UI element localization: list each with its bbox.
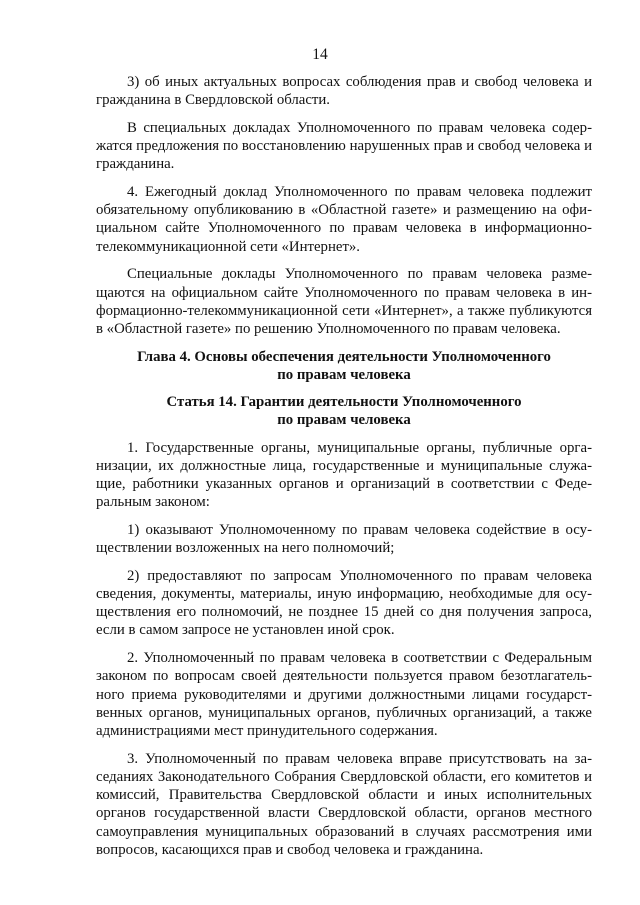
document-body <box>96 73 592 868</box>
article-heading-line-1: Статья 14. Гарантии деятельности Уполномоченного <box>166 393 522 410</box>
paragraph-article-14-part-1: 1. Государственные органы, муниципальные органы, публичные организации, их должностные лица, государственные и муниципальные служащие, работники указанных органов и организаций в соответствии с Федеральным законом: <box>96 439 592 511</box>
chapter-heading <box>96 348 592 384</box>
paragraph-article-14-part-3: 3. Уполномоченный по правам человека вправе присутствовать на заседаниях Законодательного Собрания Свердловской области, его комитетов и комиссий, Правительства Свердловской области и иных исполнительных органов государственной власти Свердловской области, органов местного самоуправления муниципальных образований в случаях рассмотрения ими вопросов, касающихся прав и свобод человека и гражданина. <box>96 750 592 858</box>
paragraph-annual-report-publication: 4. Ежегодный доклад Уполномоченного по правам человека подлежит обязательному опубликованию в «Областной газете» и размещению на официальном сайте Уполномоченного по правам человека в информационно-телекоммуникационной сети «Интернет». <box>96 184 592 255</box>
paragraph-article-14-item-1: 1) оказывают Уполномоченному по правам человека содействие в осуществлении возложенных на него полномочий; <box>96 521 592 557</box>
article-heading-line-2: по правам человека <box>277 411 411 428</box>
paragraph-item-3: 3) об иных актуальных вопросах соблюдения прав и свобод человека и гражданина в Свердловской области. <box>96 74 592 109</box>
paragraph-article-14-part-2: 2. Уполномоченный по правам человека в соответствии с Федеральным законом по вопросам своей деятельности пользуется правом безотлагательного приема руководителями и другими должностными лицами государственных органов, муниципальных органов, публичных организаций, а также администрациями мест принудительного содержания. <box>96 650 592 739</box>
paragraph-special-reports-proposals: В специальных докладах Уполномоченного по правам человека содержатся предложения по восстановлению нарушенных прав и свобод человека и гражданина. <box>96 119 592 173</box>
chapter-heading-line-1: Глава 4. Основы обеспечения деятельности Уполномоченного <box>137 348 551 365</box>
paragraph-article-14-item-2: 2) предоставляют по запросам Уполномоченного по правам человека сведения, документы, материалы, иную информацию, необходимые для осуществления его полномочий, не позднее 15 дней со дня получения запроса, если в самом запросе не установлен иной срок. <box>96 567 592 639</box>
chapter-heading-line-2: по правам человека <box>277 366 411 383</box>
paragraph-special-reports-publication: Специальные доклады Уполномоченного по правам человека размещаются на официальном сайте Уполномоченного по правам человека в информационно-телекоммуникационной сети «Интернет», а также публикуются в «Областной газете» по решению Уполномоченного по правам человека. <box>96 266 592 337</box>
article-heading <box>96 393 592 429</box>
page-number: 14 <box>312 46 328 63</box>
